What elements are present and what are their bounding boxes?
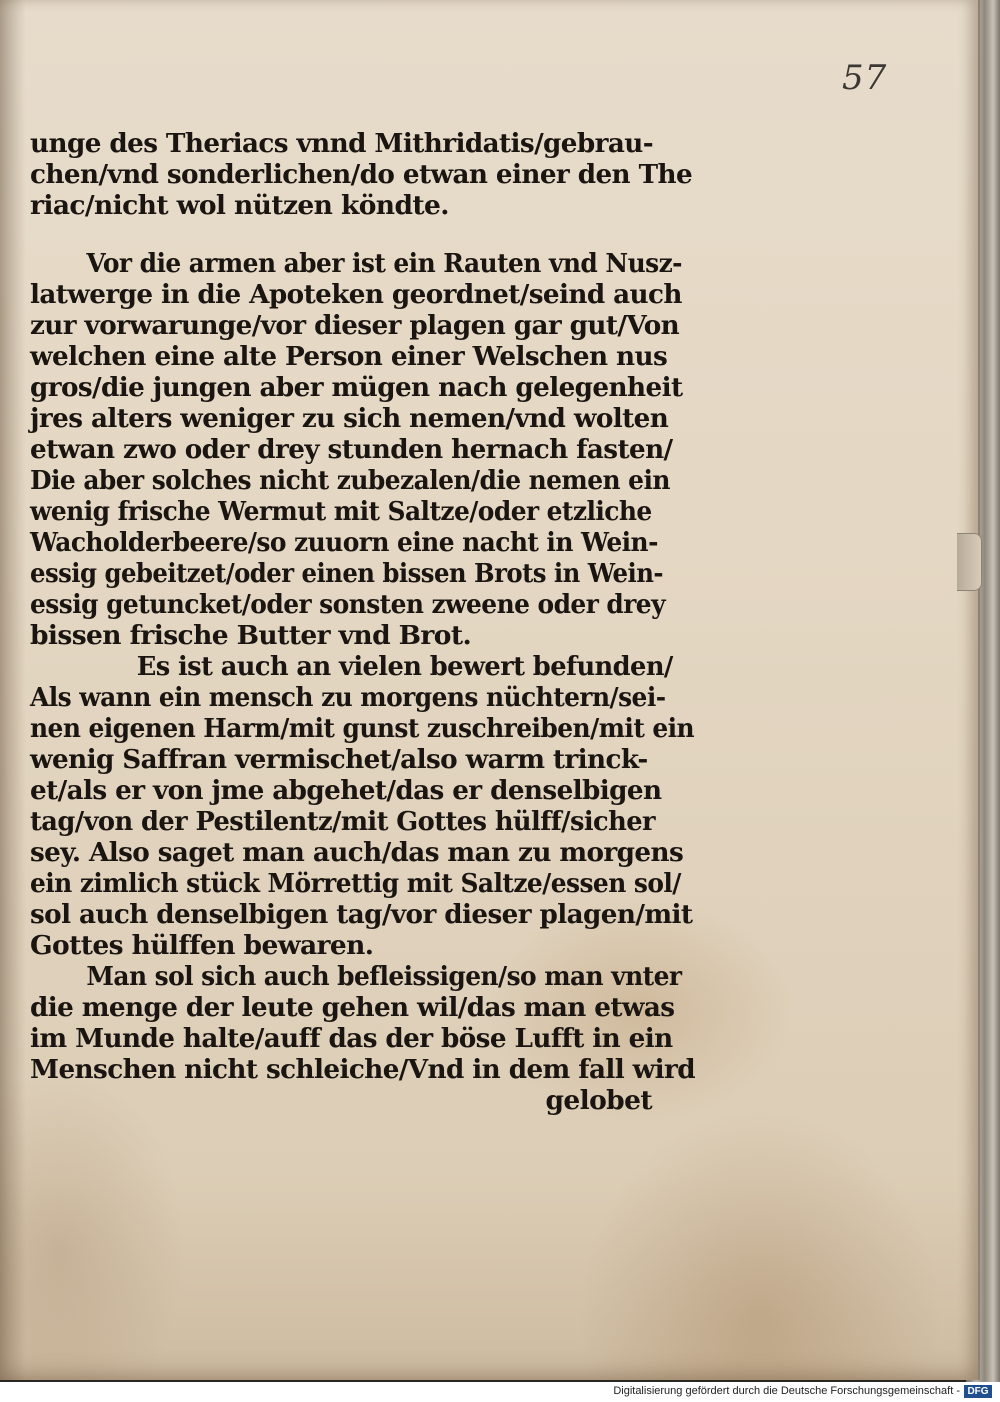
text-line: latwerge in die Apoteken geordnet/seind auch (30, 279, 682, 310)
text-line: Menschen nicht schleiche/Vnd in dem fall wird (30, 1054, 695, 1085)
text-line: riac/nicht wol nützen köndte. (30, 190, 449, 221)
text-line: essig gebeitzet/oder einen bissen Brots in Wein- (30, 558, 663, 589)
text-line: bissen frische Butter vnd Brot. (30, 620, 472, 651)
text-line: wenig frische Wermut mit Saltze/oder etzliche (30, 496, 652, 527)
text-line: zur vorwarunge/vor dieser plagen gar gut/Von (30, 310, 680, 341)
text-line: Man sol sich auch befleissigen/so man vnter (86, 961, 682, 992)
text-line: essig getuncket/oder sonsten zweene oder drey (30, 589, 665, 620)
text-line: gros/die jungen aber mügen nach gelegenheit (30, 372, 683, 403)
text-line: sey. Also saget man auch/das man zu morgens (30, 837, 684, 868)
text-line: welchen eine alte Person einer Welschen nus (30, 341, 668, 372)
text-line: Vor die armen aber ist ein Rauten vnd Nusz- (86, 248, 682, 279)
text-line: jres alters weniger zu sich nemen/vnd wolten (30, 403, 669, 434)
gutter-shadow (0, 0, 26, 1380)
catchword: gelobet (545, 1085, 652, 1116)
text-line: tag/von der Pestilentz/mit Gottes hülff/sicher (30, 806, 655, 837)
text-line: die menge der leute gehen wil/das man etwas (30, 992, 675, 1023)
text-line: im Munde halte/auff das der böse Lufft in ein (30, 1023, 673, 1054)
text-line: wenig Saffran vermischet/also warm trinck- (30, 744, 648, 775)
text-line: nen eigenen Harm/mit gunst zuschreiben/mit ein (30, 713, 695, 744)
text-line: etwan zwo oder drey stunden hernach fasten/ (30, 434, 673, 465)
text-block (30, 128, 695, 1116)
text-line: Gottes hülffen bewaren. (30, 930, 374, 961)
page-tab (957, 533, 982, 591)
text-line: Wacholderbeere/so zuuorn eine nacht in Wein- (30, 527, 658, 558)
text-line: et/als er von jme abgehet/das er denselbigen (30, 775, 662, 806)
text-line: ein zimlich stück Mörrettig mit Saltze/essen sol/ (30, 868, 681, 899)
folio-number: 57 (842, 58, 888, 98)
text-line: sol auch denselbigen tag/vor dieser plagen/mit (30, 899, 693, 930)
footer-bar (0, 1382, 1000, 1402)
text-line: Die aber solches nicht zubezalen/die nemen ein (30, 465, 670, 496)
text-line: Es ist auch an vielen bewert befunden/ (136, 651, 673, 682)
funding-credit: Digitalisierung gefördert durch die Deutsche Forschungsgemeinschaft - (613, 1385, 960, 1397)
dfg-logo: DFG (964, 1385, 992, 1398)
text-line: Als wann ein mensch zu morgens nüchtern/sei- (30, 682, 666, 713)
text-line: unge des Theriacs vnnd Mithridatis/gebrau- (30, 128, 654, 159)
text-line: chen/vnd sonderlichen/do etwan einer den The (30, 159, 693, 190)
paragraph-gap (30, 221, 690, 248)
